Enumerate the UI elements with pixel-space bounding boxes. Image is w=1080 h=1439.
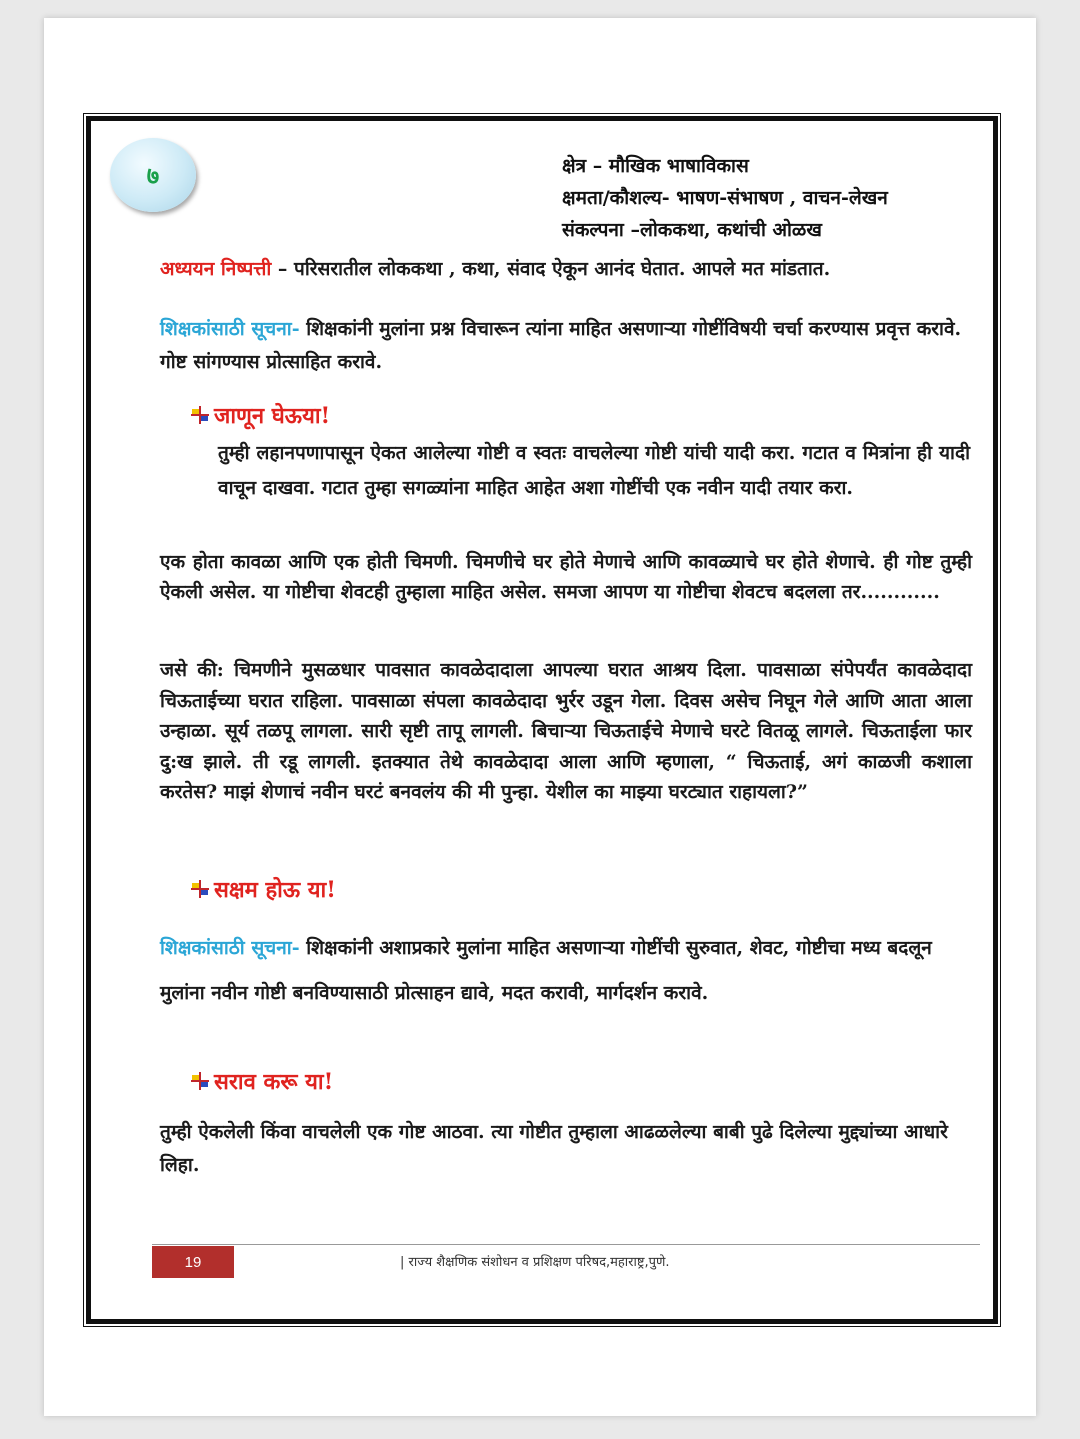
outcome-text: – परिसरातील लोककथा , कथा, संवाद ऐकून आनंद घेतात. आपले मत मांडतात. [271, 258, 831, 280]
page-number: 19 [152, 1246, 234, 1278]
lesson-number-badge [110, 138, 196, 212]
section-practice-text: तुम्ही ऐकलेली किंवा वाचलेली एक गोष्ट आठवा. त्या गोष्टीत तुम्हाला आढळलेल्या बाबी पुढे दिलेल्या मुद्द्यांच्या आधारे लिहा. [160, 1121, 948, 1176]
section-practice-heading [190, 1066, 333, 1096]
meta-concept: संकल्पना –लोककथा, कथांची ओळख [562, 219, 822, 241]
learning-outcome [160, 254, 972, 285]
story-intro: एक होता कावळा आणि एक होती चिमणी. चिमणीचे घर होते मेणाचे आणि कावळ्याचे घर होते शेणाचे. ही गोष्ट तुम्ही ऐकली असेल. या गोष्टीचा शेवटही तुम्हाला माहित असेल. समजा आपण या गोष्टीचा शेवटच बदलला तर............ [160, 551, 972, 603]
teacher-note-1-label: शिक्षकांसाठी सूचना- [160, 318, 300, 340]
section-know-title: जाणून घेऊया! [214, 403, 331, 429]
lesson-meta [562, 150, 982, 246]
footer-divider [152, 1244, 980, 1245]
section-know-heading [190, 400, 330, 430]
outcome-label: अध्ययन निष्पत्ती [160, 258, 272, 280]
teacher-note-2 [160, 926, 972, 1016]
teacher-note-1 [160, 313, 972, 379]
bullet-flag-icon [190, 879, 210, 899]
section-know-text: तुम्ही लहानपणापासून ऐकत आलेल्या गोष्टी व स्वतः वाचलेल्या गोष्टी यांची यादी करा. गटात व मित्रांना ही यादी वाचून दाखवा. गटात तुम्हा सगळ्यांना माहित आहेत अशा गोष्टींची एक नवीन यादी तयार करा. [218, 442, 970, 499]
teacher-note-2-label: शिक्षकांसाठी सूचना- [160, 937, 300, 959]
meta-area: क्षेत्र – मौखिक भाषाविकास [562, 155, 749, 177]
teacher-note-1-text: शिक्षकांनी मुलांना प्रश्न विचारून त्यांना माहित असणाऱ्या गोष्टींविषयी चर्चा करण्यास प्रवृत्त करावे. गोष्ट सांगण्यास प्रोत्साहित करावे. [160, 318, 962, 373]
meta-skill: क्षमता/कौशल्य- भाषण-संभाषण , वाचन-लेखन [562, 187, 888, 209]
section-able-heading [190, 874, 336, 904]
footer-publisher: | राज्य शैक्षणिक संशोधन व प्रशिक्षण परिषद,महाराष्ट्र,पुणे. [400, 1255, 670, 1270]
bullet-flag-icon [190, 1071, 210, 1091]
bullet-flag-icon [190, 405, 210, 425]
lesson-number: ७ [146, 160, 160, 190]
section-able-title: सक्षम होऊ या! [214, 877, 336, 903]
teacher-note-2-text: शिक्षकांनी अशाप्रकारे मुलांना माहित असणाऱ्या गोष्टींची सुरुवात, शेवट, गोष्टीचा मध्य बदलून मुलांना नवीन गोष्टी बनविण्यासाठी प्रोत्साहन द्यावे, मदत करावी, मार्गदर्शन करावे. [160, 937, 932, 1004]
story-example: जसे की: चिमणीने मुसळधार पावसात कावळेदादाला आपल्या घरात आश्रय दिला. पावसाळा संपेपर्यंत कावळेदादा चिऊताईच्या घरात राहिला. पावसाळा संपला कावळेदादा भुर्रर उडून गेला. दिवस असेच निघून गेले आणि आता आला उन्हाळा. सूर्य तळपू लागला. सारी सृष्टी तापू लागली. बिचाऱ्या चिऊताईचे मेणाचे घरटे वितळू लागले. चिऊताईला फार दु:ख झाले. ती रडू लागली. इतक्यात तेथे कावळेदादा आला आणि म्हणाला, “ चिऊताई, अगं काळजी कशाला करतेस? माझं शेणाचं नवीन घरटं बनवलंय की मी पुन्हा. येशील का माझ्या घरट्यात राहायला?” [160, 659, 972, 803]
section-practice-title: सराव करू या! [214, 1069, 334, 1095]
